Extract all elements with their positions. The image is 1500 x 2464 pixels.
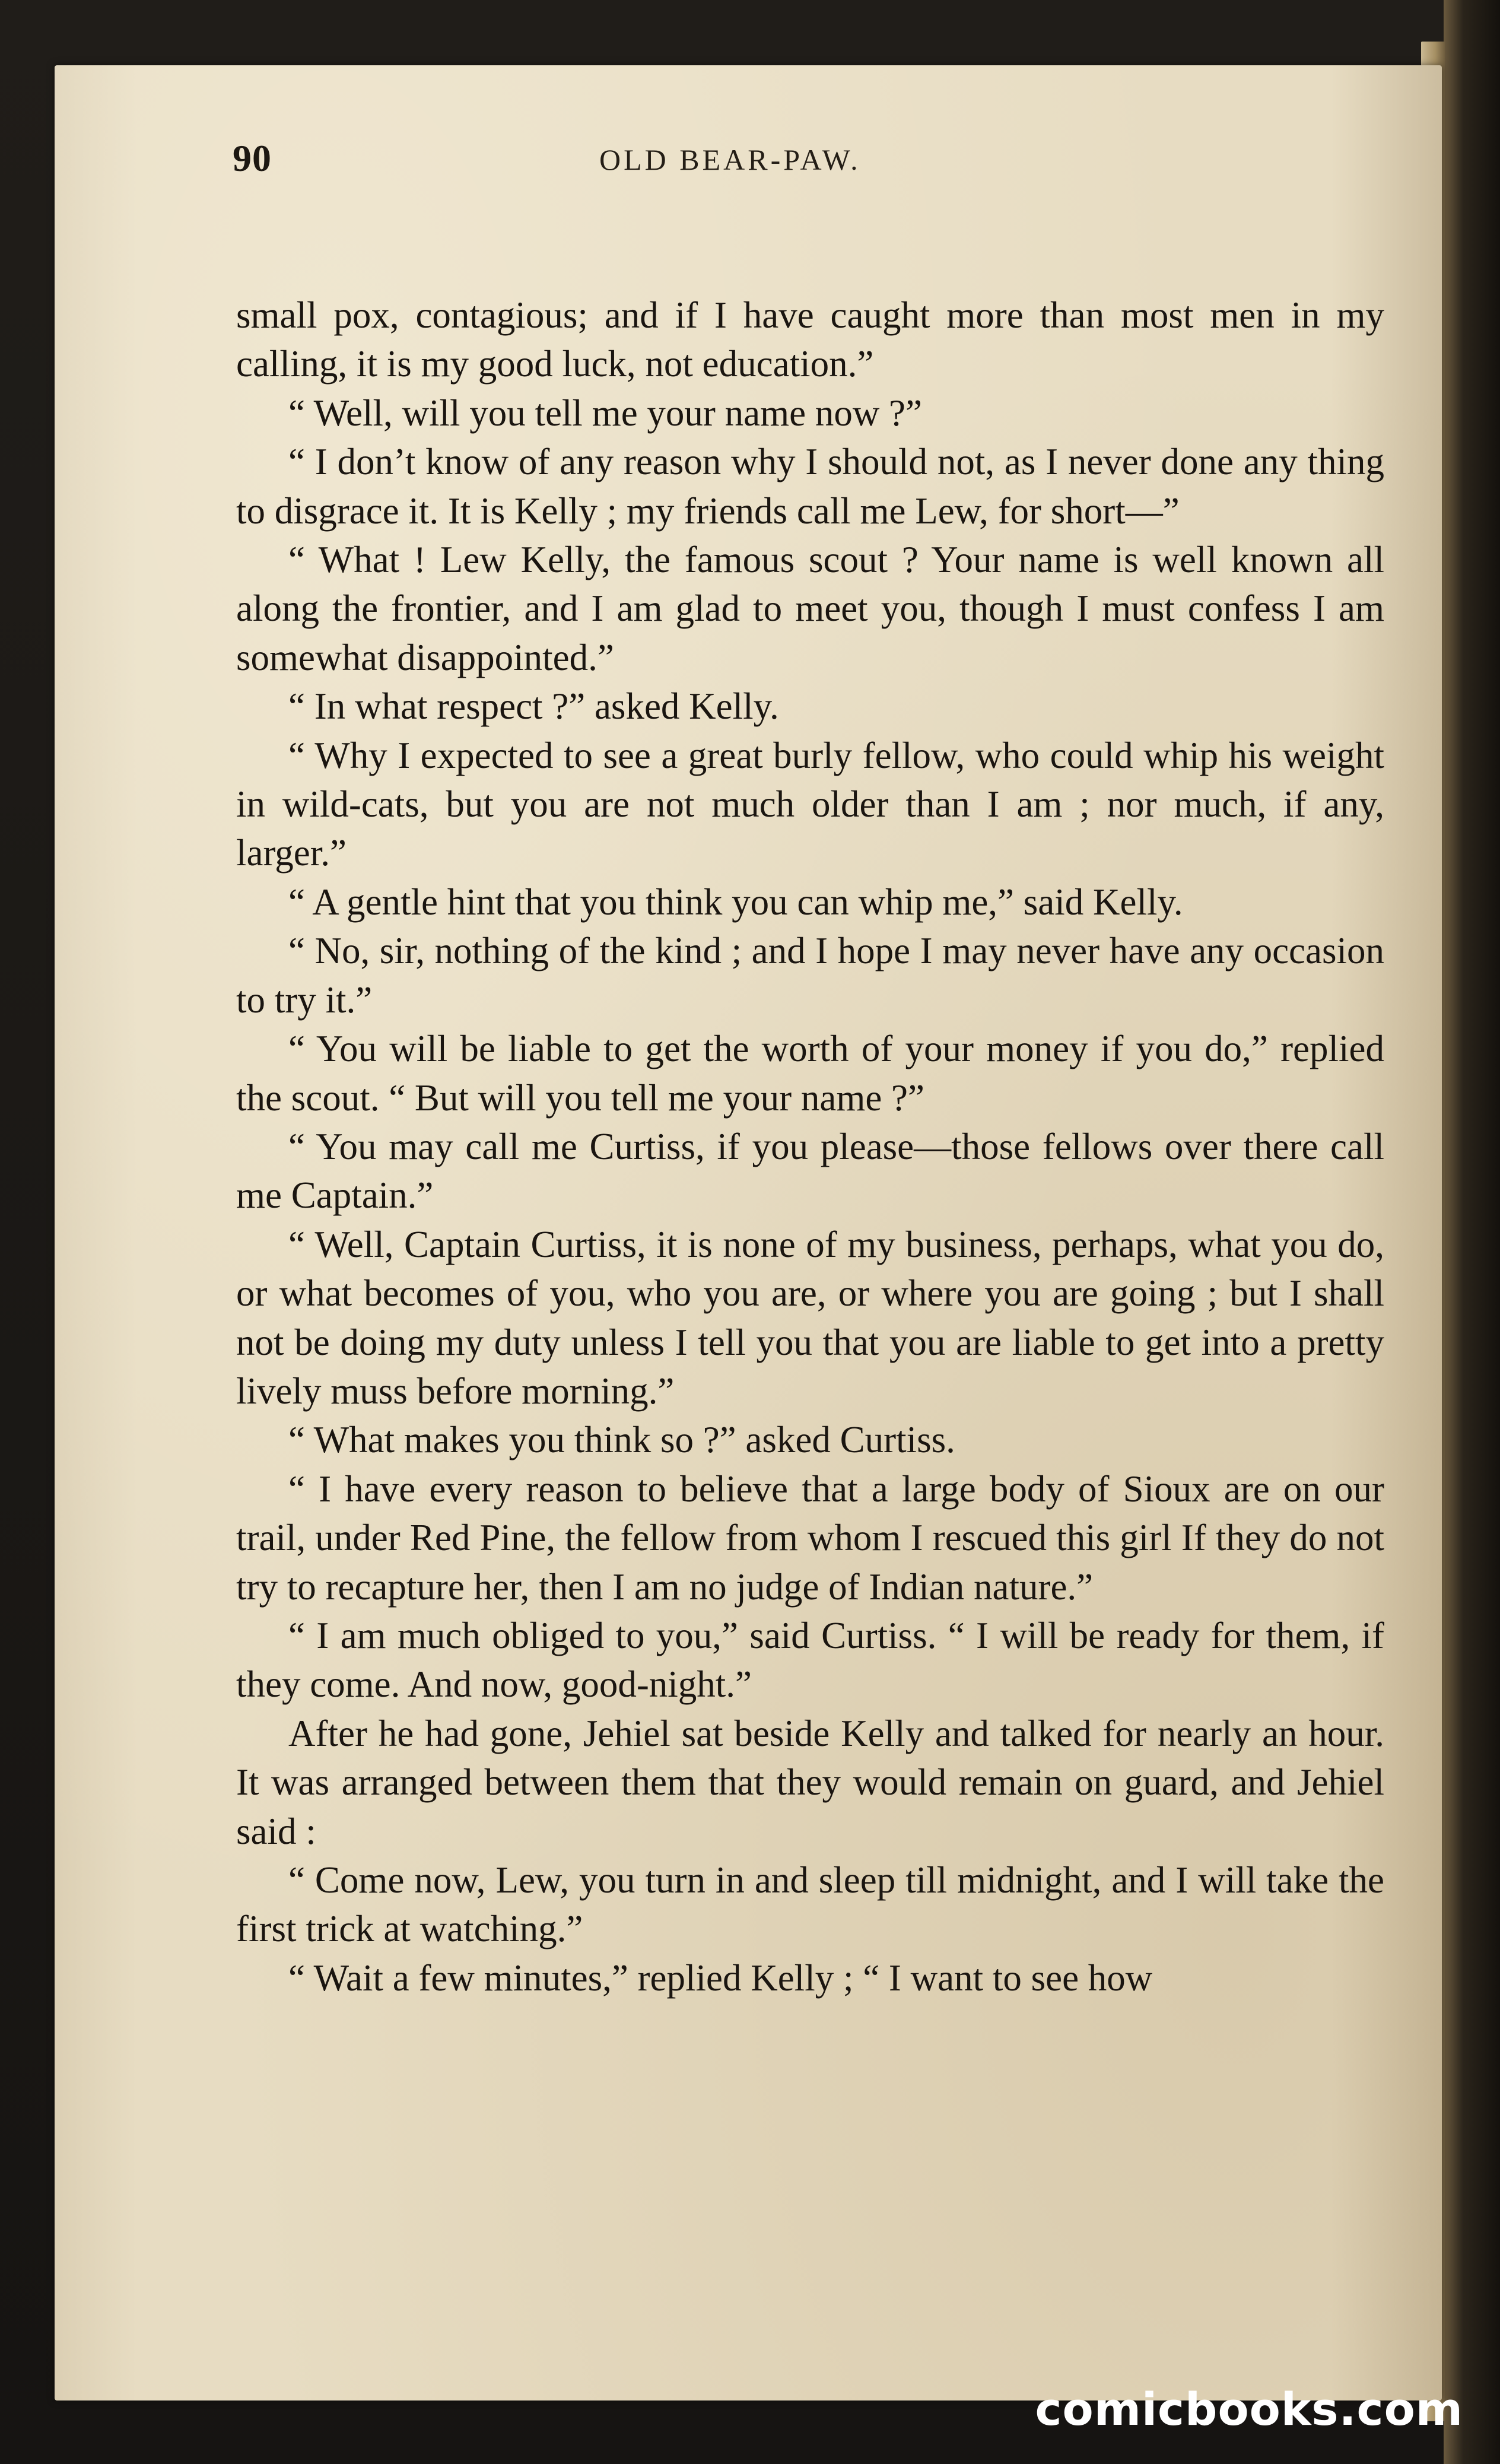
paragraph: “ Wait a few minutes,” replied Kelly ; “ I want to see how [288,1957,1153,1999]
paragraph: “ You will be liable to get the worth of your money if you do,” replied the scout. “ But will you tell me your name ?” [236,1028,1384,1119]
paragraph: “ No, sir, nothing of the kind ; and I hope I may never have any occasion to try it.” [236,930,1384,1021]
paragraph: “ What ! Lew Kelly, the famous scout ? Your name is well known all along the frontier, and I am glad to meet you, though I must confess I am somewhat disappointed.” [236,539,1384,678]
running-head: OLD BEAR-PAW. [599,143,861,176]
paragraph: “ Why I expected to see a great burly fellow, who could whip his weight in wild-cats, but you are not much older than I am ; nor much, if any, larger.” [236,734,1384,874]
paragraph: “ You may call me Curtiss, if you please—those fellows over there call me Captain.” [236,1125,1384,1217]
paragraph: “ Well, will you tell me your name now ?” [288,392,922,434]
paragraph: After he had gone, Jehiel sat beside Kelly and talked for nearly an hour. It was arranged between them that they would remain on guard, and Jehiel said : [236,1712,1384,1852]
paragraph: “ Well, Captain Curtiss, it is none of my business, perhaps, what you do, or what becomes of you, who you are, or where you are going ; but I shall not be doing my duty unless I tell you that you are liable to get into a pretty lively muss before morning.” [236,1223,1384,1412]
page-number: 90 [233,137,272,179]
paragraph: “ Come now, Lew, you turn in and sleep till midnight, and I will take the first trick at watching.” [236,1859,1384,1950]
paragraph: “ What makes you think so ?” asked Curtiss. [288,1419,955,1461]
paragraph: “ I have every reason to believe that a large body of Sioux are on our trail, under Red Pine, the fellow from whom I rescued this girl If they do not try to recapture her, then I am no judge of Indian nature.” [236,1468,1384,1608]
paragraph: “ A gentle hint that you think you can whip me,” said Kelly. [288,881,1183,923]
book-edge [1444,0,1500,2464]
paragraph: small pox, contagious; and if I have caught more than most men in my calling, it is my good luck, not education.” [236,294,1384,385]
body-text [236,291,1384,2002]
page-header [0,136,1500,202]
watermark-text: comicbooks.com [1035,2383,1463,2436]
paragraph: “ In what respect ?” asked Kelly. [288,685,779,728]
paragraph: “ I am much obliged to you,” said Curtiss. “ I will be ready for them, if they come. And now, good-night.” [236,1614,1384,1706]
paragraph: “ I don’t know of any reason why I should not, as I never done any thing to disgrace it. It is Kelly ; my friends call me Lew, for short—” [236,441,1384,532]
